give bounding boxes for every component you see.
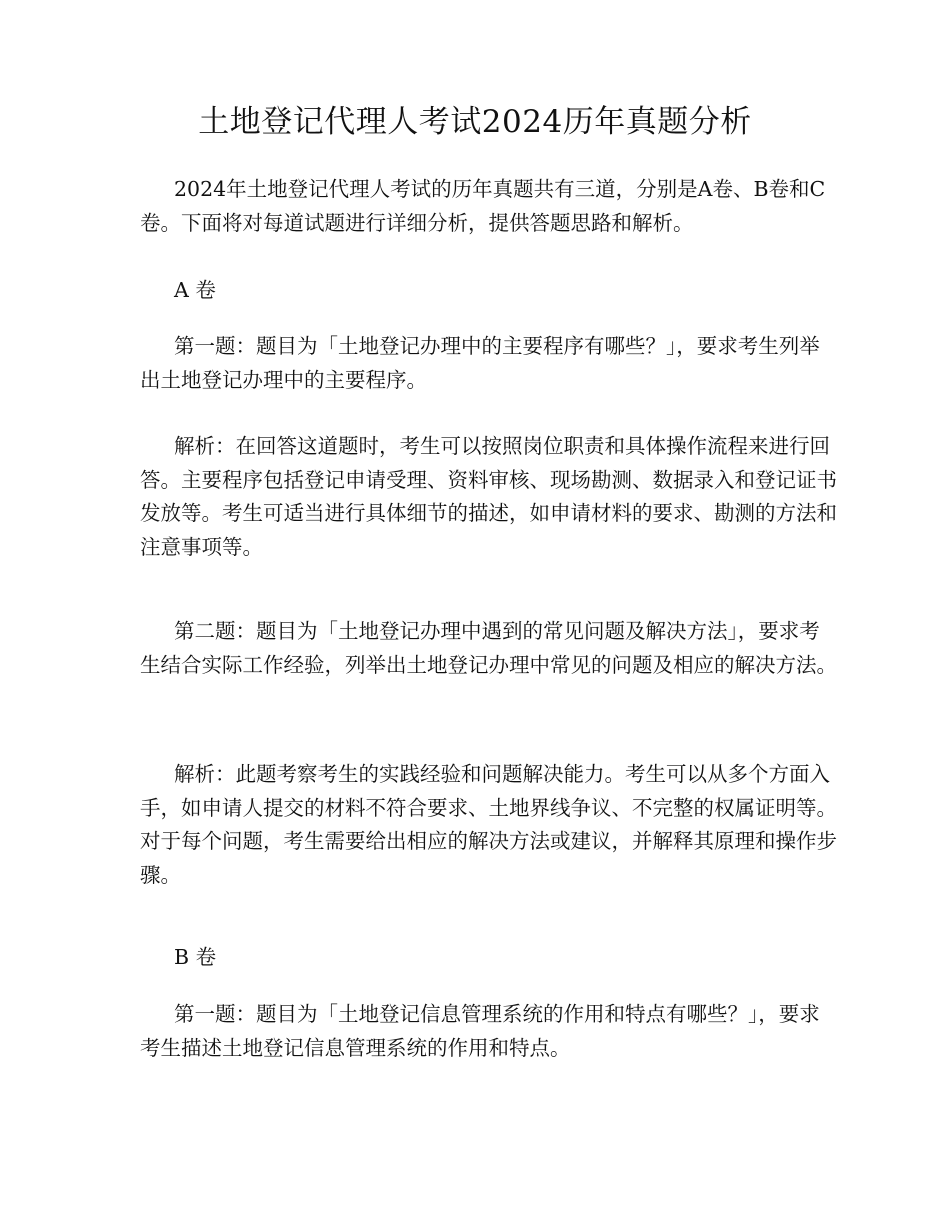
intro-paragraph: 2024年土地登记代理人考试的历年真题共有三道，分别是A卷、B卷和C卷。下面将对每道试题进行详细分析，提供答题思路和解析。 xyxy=(140,177,826,235)
section-a-question-2: 第二题：题目为「土地登记办理中遇到的常见问题及解决方法」，要求考生结合实际工作经验，列举出土地登记办理中常见的问题及相应的解决方法。 xyxy=(140,619,837,677)
document-title: 土地登记代理人考试2024历年真题分析 xyxy=(198,104,752,140)
section-b-question-1: 第一题：题目为「土地登记信息管理系统的作用和特点有哪些？」，要求考生描述土地登记信息管理系统的作用和特点。 xyxy=(140,1002,820,1060)
section-b-heading: B 卷 xyxy=(174,945,217,969)
section-a-analysis-1: 解析：在回答这道题时，考生可以按照岗位职责和具体操作流程来进行回答。主要程序包括登记申请受理、资料审核、现场勘测、数据录入和登记证书发放等。考生可适当进行具体细节的描述，如申请材料的要求、勘测的方法和注意事项等。 xyxy=(140,434,837,559)
section-a-heading: A 卷 xyxy=(174,278,216,302)
section-a-analysis-2: 解析：此题考察考生的实践经验和问题解决能力。考生可以从多个方面入手，如申请人提交的材料不符合要求、土地界线争议、不完整的权属证明等。对于每个问题，考生需要给出相应的解决方法或建议，并解释其原理和操作步骤。 xyxy=(140,762,837,887)
section-a-question-1: 第一题：题目为「土地登记办理中的主要程序有哪些？」，要求考生列举出土地登记办理中的主要程序。 xyxy=(140,334,820,392)
